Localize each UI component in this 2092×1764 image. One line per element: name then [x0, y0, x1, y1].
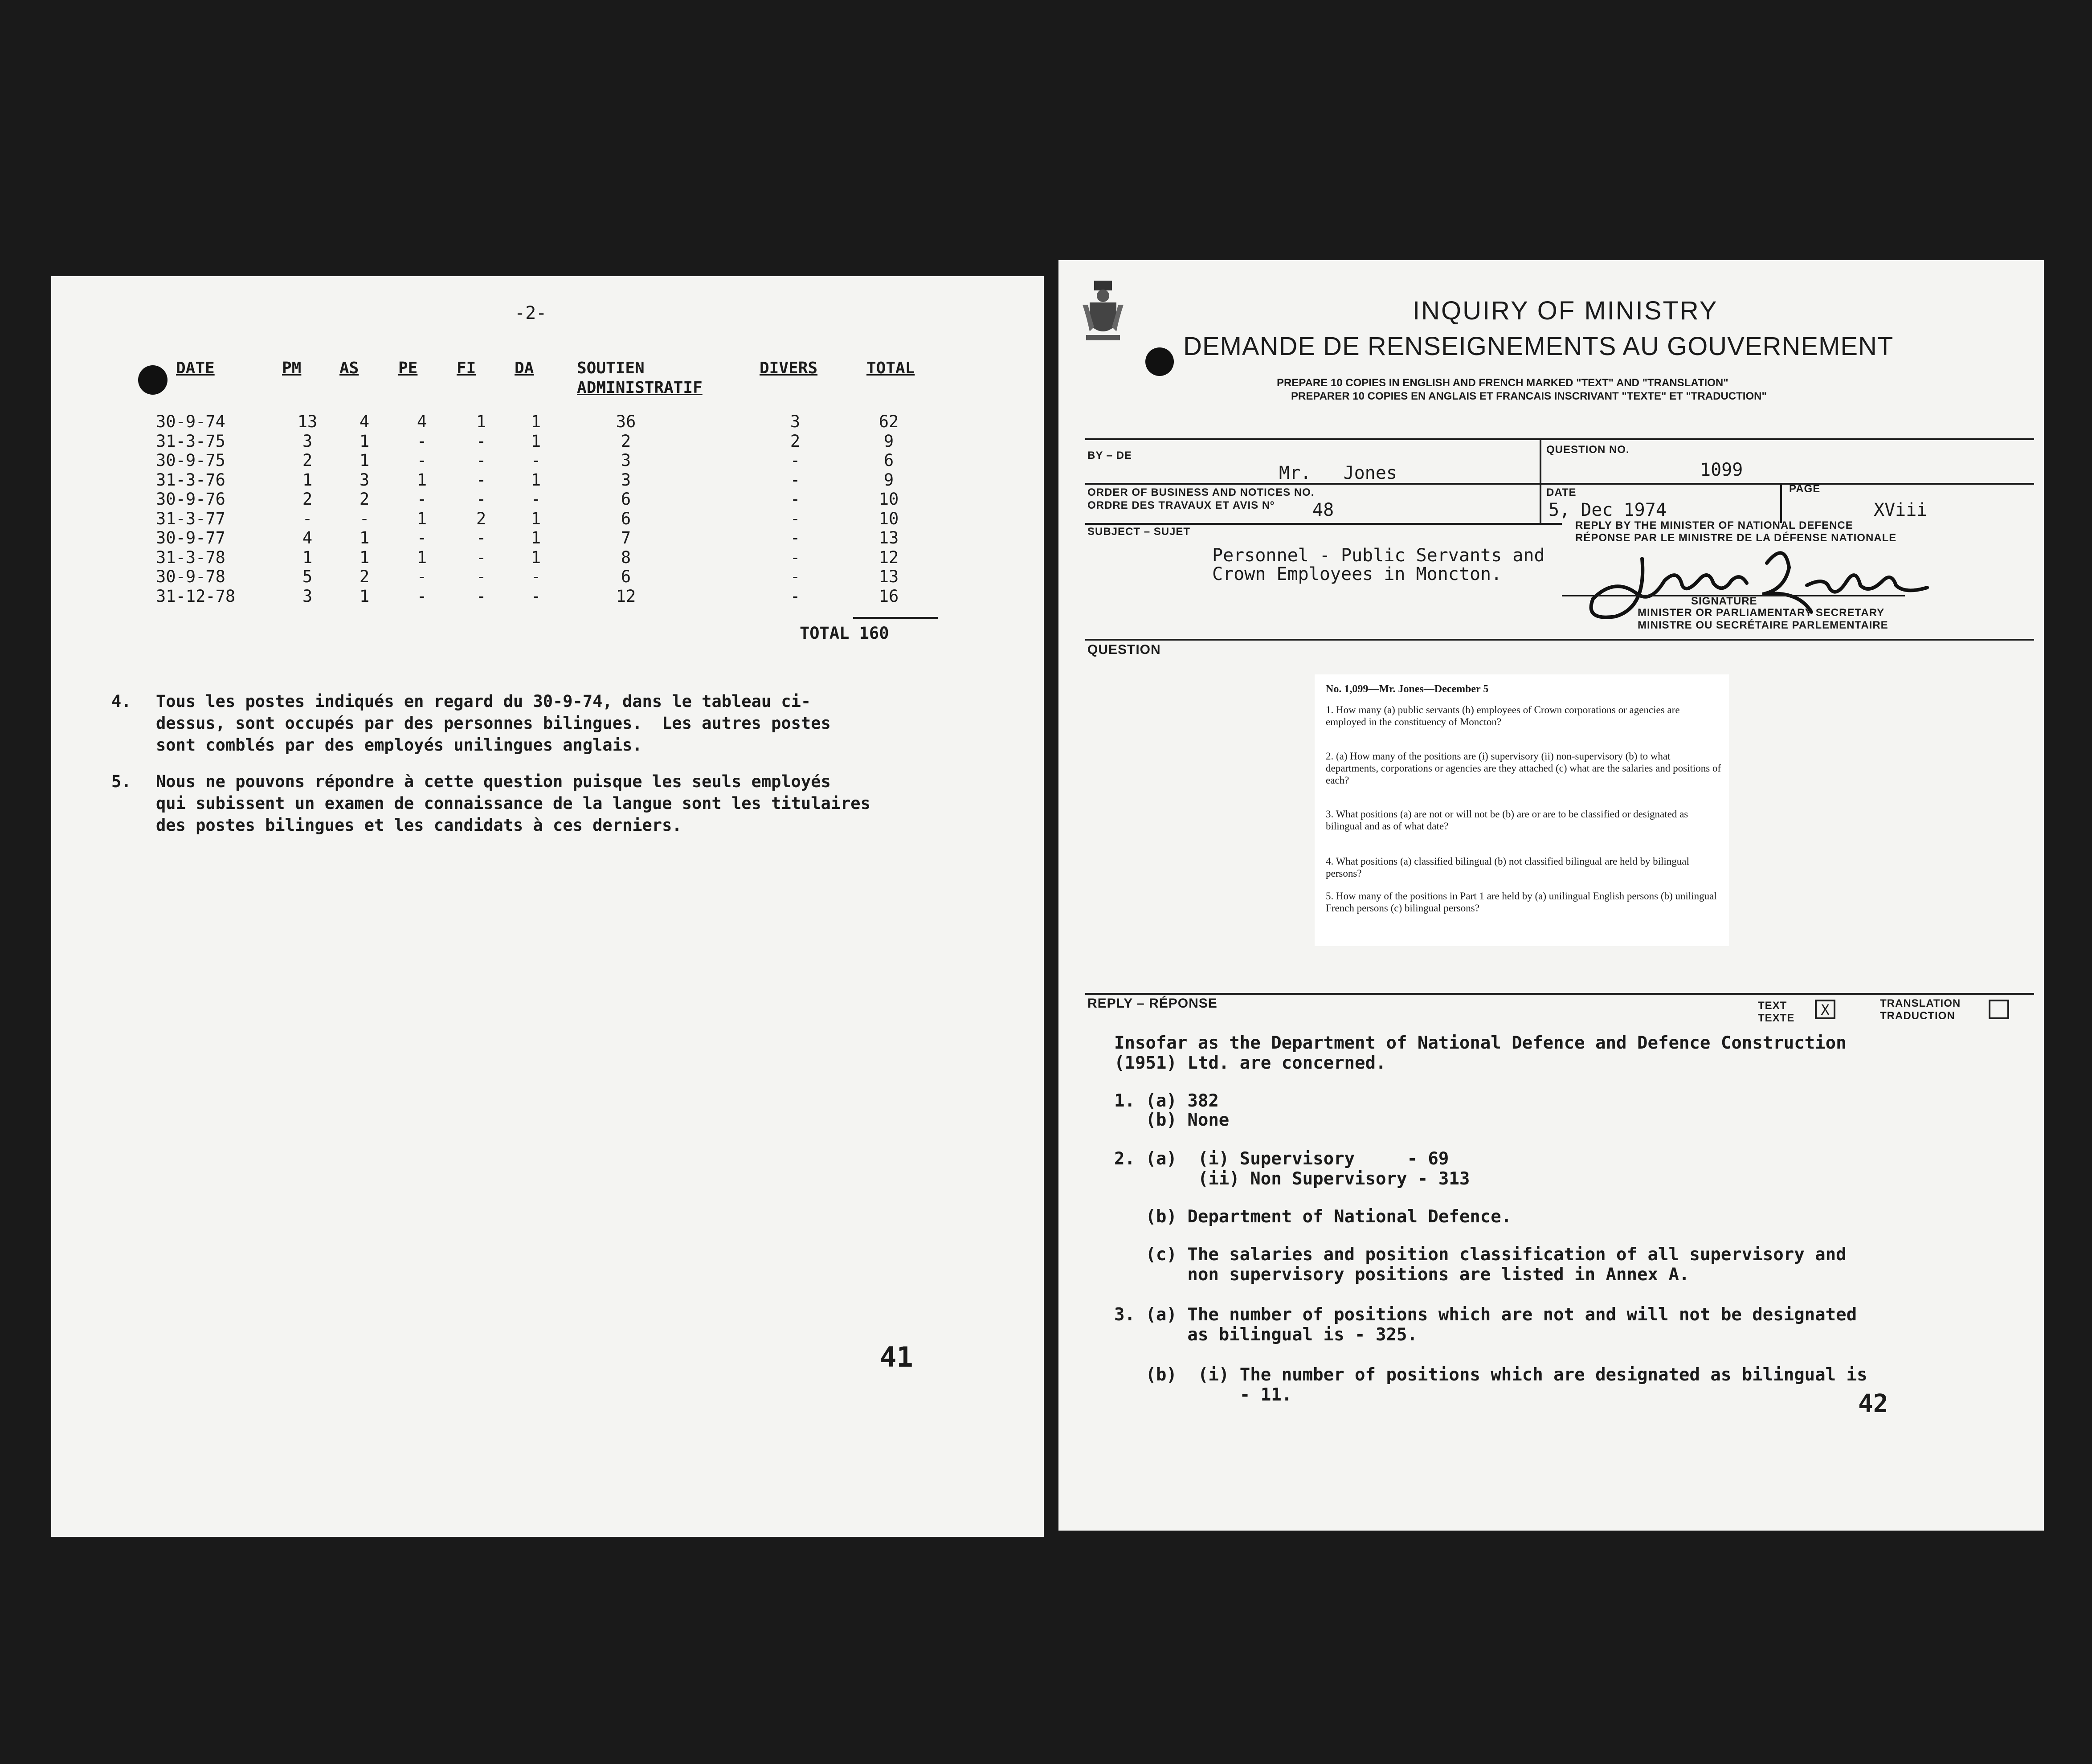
table-cell-tot: 16	[878, 586, 899, 606]
punch-hole	[138, 365, 168, 395]
table-cell-as: 2	[359, 567, 370, 586]
table-row	[51, 451, 1044, 470]
table-cell-as: 3	[359, 470, 370, 490]
table-cell-fi: 2	[476, 509, 486, 528]
table-cell-dv: -	[790, 528, 801, 547]
table-cell-date: 31-12-78	[156, 586, 236, 606]
table-cell-pe: -	[417, 586, 427, 606]
coat-of-arms-icon	[1081, 278, 1125, 345]
table-cell-dv: -	[790, 586, 801, 606]
table-cell-pe: -	[417, 567, 427, 586]
table-cell-pm: 1	[302, 470, 313, 490]
paragraph-line: qui subissent un examen de connaissance de la langue sont les titulaires	[156, 794, 870, 813]
page-number: 41	[880, 1341, 913, 1373]
right-page	[1058, 260, 2044, 1531]
question-title: No. 1,099—Mr. Jones—December 5	[1326, 683, 1489, 695]
table-cell-pe: 1	[417, 509, 427, 528]
table-row	[51, 490, 1044, 509]
subject-line-1: Personnel - Public Servants and	[1212, 545, 1545, 566]
table-cell-pm: 3	[302, 586, 313, 606]
table-cell-sa: 36	[616, 412, 636, 431]
signature-label: SIGNATURE	[1691, 595, 1757, 607]
table-cell-da: -	[531, 451, 541, 470]
reply-line: 3. (a) The number of positions which are not and will not be designated	[1114, 1305, 1857, 1325]
order-label-en: ORDER OF BUSINESS AND NOTICES NO.	[1087, 486, 1315, 498]
minister-label-en: MINISTER OR PARLIAMENTARY SECRETARY	[1638, 607, 1885, 619]
order-value: 48	[1312, 500, 1334, 520]
table-cell-tot: 12	[878, 547, 899, 567]
table-cell-date: 30-9-78	[156, 567, 225, 586]
paragraph-line: Tous les postes indiqués en regard du 30-9-74, dans le tableau ci-	[156, 692, 811, 711]
question-clipping	[1315, 674, 1729, 946]
reply-line: (b) (i) The number of positions which are designated as bilingual is	[1114, 1365, 1867, 1385]
header-divers: DIVERS	[760, 359, 818, 377]
translation-label-en: TRANSLATION	[1880, 997, 1961, 1009]
table-cell-tot: 9	[883, 470, 894, 490]
table-cell-da: -	[531, 490, 541, 509]
paragraph-line: Nous ne pouvons répondre à cette question puisque les seuls employés	[156, 772, 831, 791]
table-row	[51, 412, 1044, 432]
table-cell-pm: 5	[302, 567, 313, 586]
text-label-fr: TEXTE	[1758, 1012, 1795, 1024]
table-cell-fi: -	[476, 470, 486, 490]
reply-label: REPLY – RÉPONSE	[1087, 996, 1218, 1011]
table-cell-date: 30-9-76	[156, 490, 225, 509]
table-cell-tot: 10	[878, 490, 899, 509]
table-cell-sa: 6	[621, 509, 631, 528]
translation-label-fr: TRADUCTION	[1880, 1010, 1955, 1022]
question-item: 1. How many (a) public servants (b) employees of Crown corporations or agencies are employed in the constituency of Moncton?	[1326, 704, 1680, 727]
subject-line-2: Crown Employees in Moncton.	[1212, 564, 1502, 584]
header-pm: PM	[282, 359, 302, 377]
table-cell-tot: 62	[878, 412, 899, 431]
table-cell-sa: 3	[621, 470, 631, 490]
table-cell-as: 1	[359, 528, 370, 547]
reply-line: 1. (a) 382	[1114, 1091, 1219, 1111]
table-cell-as: 2	[359, 490, 370, 509]
instruction-fr: PREPARER 10 COPIES EN ANGLAIS ET FRANCAIS INSCRIVANT "TEXTE" ET "TRADUCTION"	[1291, 390, 1767, 402]
table-cell-date: 31-3-78	[156, 547, 225, 567]
table-cell-pm: 3	[302, 431, 313, 451]
left-page	[51, 276, 1044, 1537]
header-da: DA	[515, 359, 534, 377]
reply-line: - 11.	[1114, 1385, 1292, 1405]
header-date: DATE	[176, 359, 215, 377]
reply-by-label-fr: RÉPONSE PAR LE MINISTRE DE LA DÉFENSE NATIONALE	[1575, 532, 1897, 544]
table-row	[51, 567, 1044, 587]
form-rule	[1540, 438, 1541, 523]
table-cell-da: 1	[531, 412, 541, 431]
table-cell-date: 30-9-75	[156, 451, 225, 470]
form-rule	[1085, 639, 2034, 641]
reply-line: (b) None	[1114, 1110, 1230, 1130]
table-cell-pe: 1	[417, 470, 427, 490]
table-cell-pm: -	[302, 509, 313, 528]
table-cell-as: 4	[359, 412, 370, 431]
translation-checkbox	[1989, 1000, 2009, 1019]
table-cell-sa: 8	[621, 547, 631, 567]
page-marker: -2-	[515, 303, 547, 323]
table-cell-da: 1	[531, 528, 541, 547]
page-value: XViii	[1874, 500, 1928, 520]
header-pe: PE	[398, 359, 418, 377]
total-rule	[853, 617, 938, 619]
question-item: 2. (a) How many of the positions are (i) supervisory (ii) non-supervisory (b) to what departments, corporations or agencies are they attached (c) what are the salaries and positions of each?	[1326, 751, 1721, 786]
minister-label-fr: MINISTRE OU SECRÉTAIRE PARLEMENTAIRE	[1638, 619, 1888, 631]
table-cell-tot: 9	[883, 431, 894, 451]
table-cell-pm: 1	[302, 547, 313, 567]
order-label-fr: ORDRE DES TRAVAUX ET AVIS Nº	[1087, 499, 1275, 511]
table-cell-fi: -	[476, 431, 486, 451]
form-rule	[1780, 483, 1782, 523]
reply-line: (ii) Non Supervisory - 313	[1114, 1169, 1470, 1189]
table-cell-sa: 12	[616, 586, 636, 606]
paragraph-line: sont comblés par des employés unilingues anglais.	[156, 735, 642, 755]
table-cell-dv: -	[790, 547, 801, 567]
table-cell-sa: 7	[621, 528, 631, 547]
table-cell-da: 1	[531, 470, 541, 490]
table-cell-pe: -	[417, 528, 427, 547]
subject-label: SUBJECT – SUJET	[1087, 526, 1191, 538]
table-cell-dv: -	[790, 451, 801, 470]
table-cell-as: 1	[359, 431, 370, 451]
table-cell-sa: 2	[621, 431, 631, 451]
table-cell-pe: -	[417, 431, 427, 451]
reply-by-label-en: REPLY BY THE MINISTER OF NATIONAL DEFENCE	[1575, 519, 1853, 531]
page-label: PAGE	[1789, 483, 1821, 495]
header-total: TOTAL	[866, 359, 915, 377]
table-cell-pm: 2	[302, 451, 313, 470]
table-cell-tot: 13	[878, 567, 899, 586]
question-item: 3. What positions (a) are not or will not be (b) are or are to be classified or designated as bilingual and as of what date?	[1326, 808, 1688, 832]
table-cell-dv: -	[790, 509, 801, 528]
table-row	[51, 470, 1044, 490]
table-cell-as: 1	[359, 547, 370, 567]
table-cell-tot: 6	[883, 451, 894, 470]
question-no-label: QUESTION NO.	[1546, 444, 1630, 456]
table-cell-da: -	[531, 567, 541, 586]
table-cell-pe: 1	[417, 547, 427, 567]
table-cell-dv: -	[790, 470, 801, 490]
reply-line: 2. (a) (i) Supervisory - 69	[1114, 1149, 1449, 1169]
table-cell-date: 31-3-76	[156, 470, 225, 490]
form-rule	[1085, 483, 2034, 485]
by-label: BY – DE	[1087, 449, 1132, 461]
table-cell-pm: 4	[302, 528, 313, 547]
form-rule	[1085, 993, 2034, 995]
table-cell-da: 1	[531, 509, 541, 528]
table-cell-da: 1	[531, 431, 541, 451]
table-cell-fi: -	[476, 567, 486, 586]
header-as: AS	[339, 359, 359, 377]
date-value: 5, Dec 1974	[1549, 500, 1667, 520]
text-checkbox: X	[1815, 1000, 1835, 1019]
table-row	[51, 528, 1044, 548]
page-number: 42	[1858, 1389, 1888, 1418]
header-fi: FI	[457, 359, 476, 377]
table-cell-pe: 4	[417, 412, 427, 431]
table-cell-as: 1	[359, 586, 370, 606]
table-row	[51, 587, 1044, 606]
table-cell-sa: 6	[621, 567, 631, 586]
table-cell-dv: -	[790, 490, 801, 509]
table-cell-dv: -	[790, 567, 801, 586]
paragraph-number: 4.	[111, 692, 131, 711]
table-cell-pm: 13	[297, 412, 318, 431]
text-label-en: TEXT	[1758, 1000, 1787, 1012]
paragraph-line: dessus, sont occupés par des personnes bilingues. Les autres postes	[156, 714, 831, 733]
reply-line: (1951) Ltd. are concerned.	[1114, 1053, 1386, 1073]
table-cell-tot: 10	[878, 509, 899, 528]
table-row	[51, 548, 1044, 568]
table-cell-date: 31-3-77	[156, 509, 225, 528]
table-cell-sa: 3	[621, 451, 631, 470]
table-cell-fi: -	[476, 451, 486, 470]
form-rule	[1085, 523, 1562, 525]
table-cell-fi: 1	[476, 412, 486, 431]
form-title-en: INQUIRY OF MINISTRY	[1413, 296, 1718, 325]
table-cell-da: -	[531, 586, 541, 606]
table-cell-fi: -	[476, 528, 486, 547]
header-administratif: ADMINISTRATIF	[577, 379, 703, 397]
reply-line: non supervisory positions are listed in Annex A.	[1114, 1265, 1690, 1285]
reply-line: Insofar as the Department of National Defence and Defence Construction	[1114, 1033, 1847, 1053]
by-value: Mr. Jones	[1279, 463, 1397, 483]
paragraph-number: 5.	[111, 772, 131, 791]
table-cell-date: 30-9-77	[156, 528, 225, 547]
table-cell-fi: -	[476, 586, 486, 606]
table-cell-fi: -	[476, 547, 486, 567]
form-rule	[1085, 438, 2034, 440]
table-cell-dv: 3	[790, 412, 801, 431]
header-soutien: SOUTIEN	[577, 359, 645, 377]
table-cell-date: 30-9-74	[156, 412, 225, 431]
punch-hole	[1145, 347, 1174, 376]
table-cell-dv: 2	[790, 431, 801, 451]
question-label: QUESTION	[1087, 642, 1161, 657]
question-item: 4. What positions (a) classified bilingual (b) not classified bilingual are held by bilingual persons?	[1326, 856, 1689, 879]
table-cell-da: 1	[531, 547, 541, 567]
table-cell-pe: -	[417, 490, 427, 509]
reply-line: (c) The salaries and position classification of all supervisory and	[1114, 1245, 1847, 1265]
table-cell-fi: -	[476, 490, 486, 509]
instruction-en: PREPARE 10 COPIES IN ENGLISH AND FRENCH MARKED "TEXT" AND "TRANSLATION"	[1277, 377, 1728, 389]
table-row	[51, 432, 1044, 451]
table-row	[51, 509, 1044, 529]
grand-total: TOTAL 160	[800, 624, 889, 643]
form-title-fr: DEMANDE DE RENSEIGNEMENTS AU GOUVERNEMENT	[1183, 332, 1894, 361]
table-cell-sa: 6	[621, 490, 631, 509]
table-cell-as: 1	[359, 451, 370, 470]
table-cell-tot: 13	[878, 528, 899, 547]
paragraph-line: des postes bilingues et les candidats à ces derniers.	[156, 816, 682, 835]
table-cell-pm: 2	[302, 490, 313, 509]
reply-line: (b) Department of National Defence.	[1114, 1207, 1512, 1227]
reply-line: as bilingual is - 325.	[1114, 1325, 1418, 1345]
date-label: DATE	[1546, 486, 1577, 498]
table-cell-as: -	[359, 509, 370, 528]
table-cell-date: 31-3-75	[156, 431, 225, 451]
question-item: 5. How many of the positions in Part 1 are held by (a) unilingual English persons (b) unilingual French persons (c) bilingual persons?	[1326, 890, 1717, 914]
table-cell-pe: -	[417, 451, 427, 470]
question-no-value: 1099	[1700, 460, 1743, 480]
